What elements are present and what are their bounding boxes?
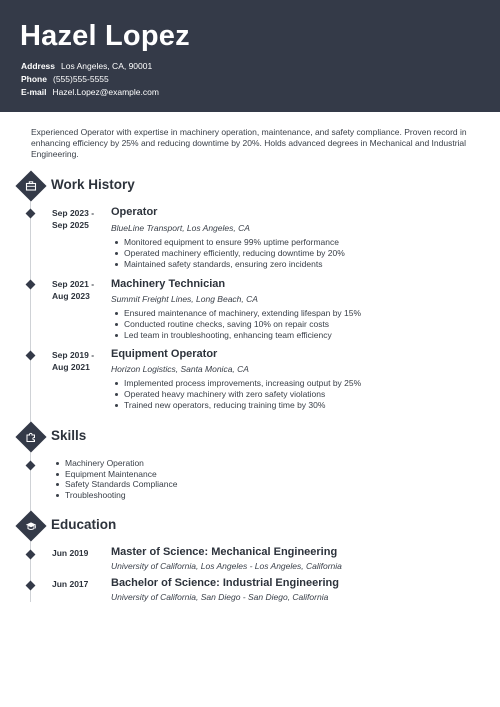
job-title: Equipment Operator xyxy=(111,348,218,360)
job-bullet: Implemented process improvements, increasing output by 25% xyxy=(111,378,361,389)
skill-item: Safety Standards Compliance xyxy=(54,479,177,490)
work-history-title: Work History xyxy=(51,177,135,192)
job-bullet: Conducted routine checks, saving 10% on repair costs xyxy=(111,319,361,330)
job-end-date: Aug 2023 xyxy=(52,291,90,301)
email-value: Hazel.Lopez@example.com xyxy=(52,87,159,97)
education-title: Education xyxy=(51,517,117,532)
job-company: BlueLine Transport, Los Angeles, CA xyxy=(111,223,250,233)
timeline-marker xyxy=(26,209,36,219)
job-bullet: Ensured maintenance of machinery, extending lifespan by 15% xyxy=(111,308,361,319)
job-bullet: Monitored equipment to ensure 99% uptime performance xyxy=(111,237,345,248)
graduation-cap-icon xyxy=(15,510,46,541)
job-title: Machinery Technician xyxy=(111,278,226,290)
phone-row xyxy=(21,74,109,85)
job-end-date: Sep 2025 xyxy=(52,220,89,230)
timeline-marker xyxy=(26,461,36,471)
puzzle-icon-glyph xyxy=(25,431,37,443)
job-dates xyxy=(52,278,94,302)
job-bullet: Led team in troubleshooting, enhancing team efficiency xyxy=(111,330,361,341)
skills-list xyxy=(54,458,177,500)
candidate-name: Hazel Lopez xyxy=(20,20,190,52)
address-row xyxy=(21,61,152,72)
job-bullet: Operated machinery efficiently, reducing downtime by 20% xyxy=(111,248,345,259)
email-row xyxy=(21,87,159,98)
timeline-marker xyxy=(26,351,36,361)
phone-label: Phone xyxy=(21,74,47,84)
job-bullet: Maintained safety standards, ensuring zero incidents xyxy=(111,259,345,270)
degree-title: Bachelor of Science: Industrial Engineering xyxy=(111,577,339,589)
skill-item: Equipment Maintenance xyxy=(54,469,177,480)
job-dates xyxy=(52,349,94,373)
timeline-marker xyxy=(26,280,36,290)
job-start-date: Sep 2021 - xyxy=(52,279,95,289)
job-bullets xyxy=(111,308,361,341)
timeline-marker xyxy=(26,581,36,591)
graduation-cap-icon-glyph xyxy=(25,520,37,532)
resume-header xyxy=(0,0,500,112)
job-title: Operator xyxy=(111,206,158,218)
school-name: University of California, Los Angeles - Los Angeles, California xyxy=(111,561,342,571)
address-label: Address xyxy=(21,61,56,71)
skill-item: Troubleshooting xyxy=(54,490,177,501)
job-company: Summit Freight Lines, Long Beach, CA xyxy=(111,294,258,304)
job-bullets xyxy=(111,237,345,270)
job-end-date: Aug 2021 xyxy=(52,362,90,372)
job-dates xyxy=(52,207,94,231)
skill-item: Machinery Operation xyxy=(54,458,177,469)
phone-value: (555)555-5555 xyxy=(52,74,109,84)
job-bullets xyxy=(111,378,361,411)
school-name: University of California, San Diego - San Diego, California xyxy=(111,592,329,602)
job-bullet: Operated heavy machinery with zero safety violations xyxy=(111,389,361,400)
degree-title: Master of Science: Mechanical Engineering xyxy=(111,546,338,558)
professional-summary: Experienced Operator with expertise in machinery operation, maintenance, and safety compliance. Proven record in enhancing efficiency by 25% and reducing downtime by 20%. Holds advanced degrees in Mechanical and Industrial Engineering. xyxy=(31,127,467,159)
education-date: Jun 2019 xyxy=(52,548,89,558)
education-date: Jun 2017 xyxy=(52,579,89,589)
briefcase-icon xyxy=(15,170,46,201)
timeline-marker xyxy=(26,550,36,560)
skills-title: Skills xyxy=(51,428,87,443)
puzzle-icon xyxy=(15,421,46,452)
job-company: Horizon Logistics, Santa Monica, CA xyxy=(111,364,249,374)
email-label: E-mail xyxy=(21,87,47,97)
job-bullet: Trained new operators, reducing training time by 30% xyxy=(111,400,361,411)
address-value: Los Angeles, CA, 90001 xyxy=(61,61,153,71)
job-start-date: Sep 2019 - xyxy=(52,350,95,360)
job-start-date: Sep 2023 - xyxy=(52,208,95,218)
briefcase-icon-glyph xyxy=(25,180,37,192)
